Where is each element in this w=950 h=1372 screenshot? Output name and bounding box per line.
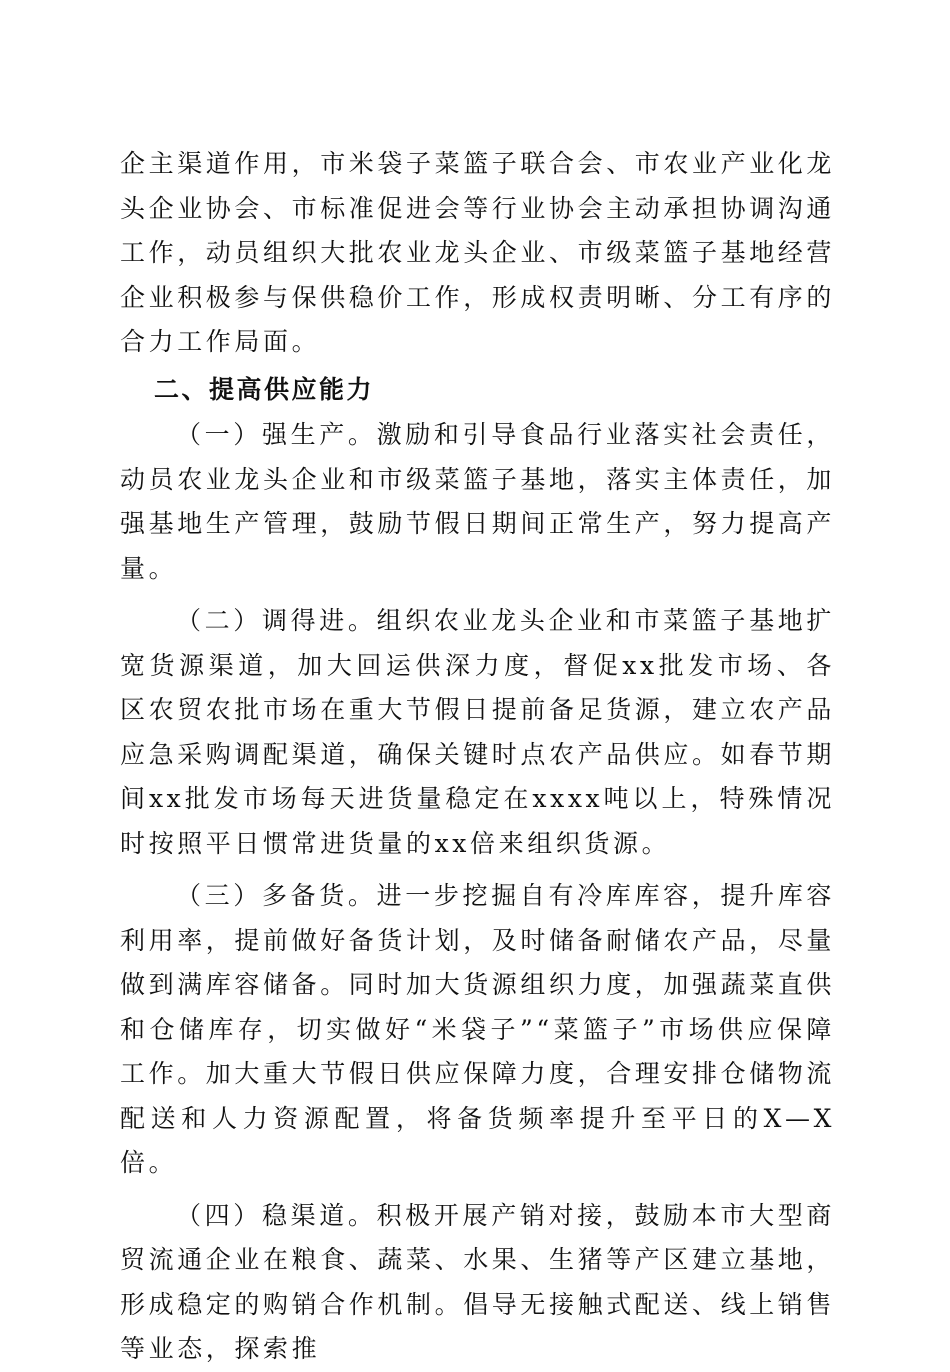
paragraph-item-stock-up: （三）多备货。进一步挖掘自有冷库库容，提升库容利用率，提前做好备货计划，及时储备耐储农产品，尽量做到满库容储备。同时加大货源组织力度，加强蔬菜直供和仓储库存，切实做好“米袋子”“菜篮子”市场供应保障工作。加大重大节假日供应保障力度，合理安排仓储物流配送和人力资源配置，将备货频率提升至平日的X—X倍。 [120, 881, 836, 1177]
paragraph-intro-continuation: 企主渠道作用，市米袋子菜篮子联合会、市农业产业化龙头企业协会、市标准促进会等行业协会主动承担协调沟通工作，动员组织大批农业龙头企业、市级菜篮子基地经营企业积极参与保供稳价工作，形成权责明晰、分工有序的合力工作局面。 [120, 149, 836, 356]
paragraph-item-strengthen-production: （一）强生产。激励和引导食品行业落实社会责任，动员农业龙头企业和市级菜篮子基地，落实主体责任，加强基地生产管理，鼓励节假日期间正常生产，努力提高产量。 [120, 420, 836, 583]
paragraph-item-stabilize-channels: （四）稳渠道。积极开展产销对接，鼓励本市大型商贸流通企业在粮食、蔬菜、水果、生猪等产区建立基地，形成稳定的购销合作机制。倡导无接触式配送、线上销售等业态，探索推 [120, 1200, 836, 1363]
document-body [120, 142, 835, 1372]
section-heading-improve-supply: 二、提高供应能力 [154, 374, 375, 404]
paragraph-item-supply-inflow: （二）调得进。组织农业龙头企业和市菜篮子基地扩宽货源渠道，加大回运供深力度，督促xx批发市场、各区农贸农批市场在重大节假日提前备足货源，建立农产品应急采购调配渠道，确保关键时点农产品供应。如春节期间xx批发市场每天进货量稳定在xxxx吨以上，特殊情况时按照平日惯常进货量的xx倍来组织货源。 [120, 606, 836, 858]
